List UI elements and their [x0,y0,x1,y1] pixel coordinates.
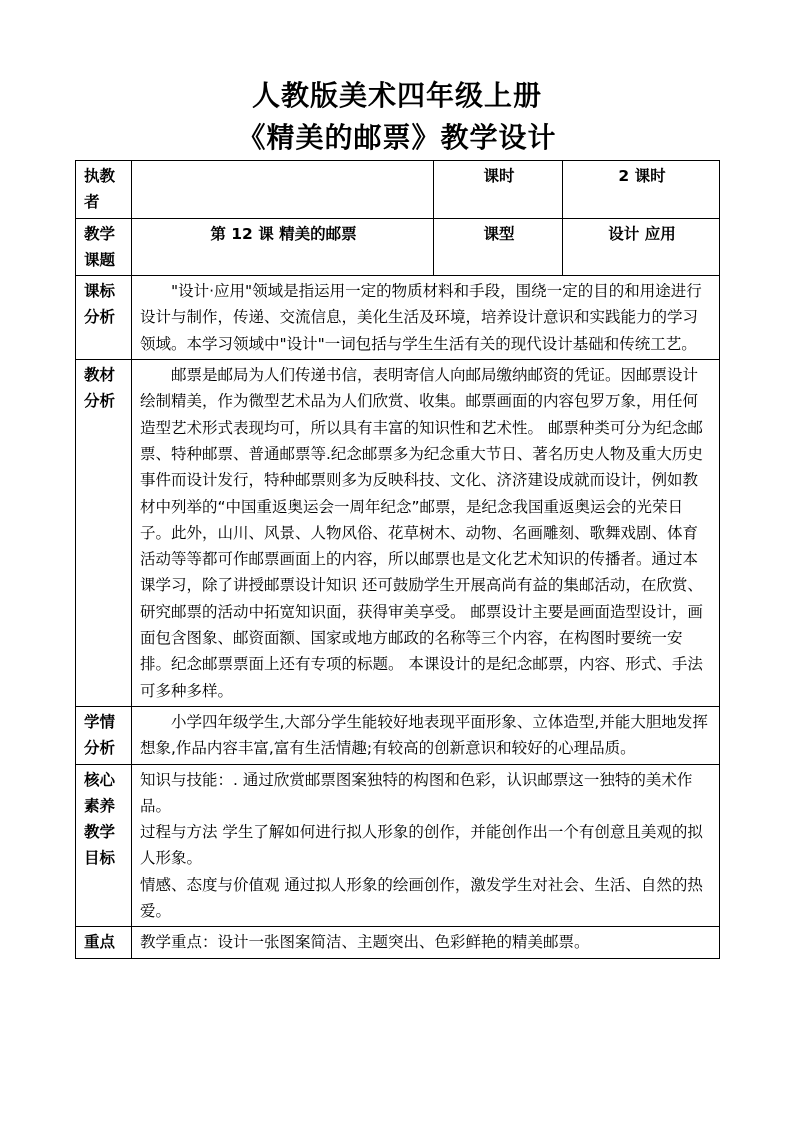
teacher-label: 执教者 [76,161,132,219]
document-subtitle: 《精美的邮票》教学设计 [237,121,557,154]
type-label: 课型 [434,218,563,276]
table-row [76,161,720,219]
students-label: 学情分析 [76,706,132,764]
students-text: 小学四年级学生,大部分学生能较好地表现平面形象、立体造型,并能大胆地发挥想象,作品内容丰富,富有生活情趣;有较高的创新意识和较好的心理品质。 [132,706,720,764]
teacher-value [132,161,434,219]
lesson-plan-table [75,160,720,959]
period-value: 2 课时 [563,161,720,219]
goal-knowledge: 知识与技能：. 通过欣赏邮票图案独特的构图和色彩，认识邮票这一独特的美术作品。 [140,770,693,815]
type-value: 设计 应用 [563,218,720,276]
keypoint-text: 教学重点：设计一张图案简洁、主题突出、色彩鲜艳的精美邮票。 [132,927,720,958]
textbook-text: 邮票是邮局为人们传递书信，表明寄信人向邮局缴纳邮资的凭证。因邮票设计绘制精美，作为微型艺术品为人们欣赏、收集。邮票画面的内容包罗万象，用任何造型艺术形式表现均可，所以具有丰富的知识性和艺术性。 邮票种类可分为纪念邮票、特种邮票、普通邮票等.纪念邮票多为纪念重大节日、著名历史人物及重大历史事件而设计发行，特种邮票则多为反映科技、文化、济济建设成就而设计，例如教材中列举的“中国重返奥运会一周年纪念”邮票，是纪念我国重返奥运会的光荣日子。此外，山川、风景、人物风俗、花草树木、动物、名画雕刻、歌舞戏剧、体育活动等等都可作邮票画面上的内容，所以邮票也是文化艺术知识的传播者。通过本课学习，除了讲授邮票设计知识 还可鼓励学生开展高尚有益的集邮活动，在欣赏、研究邮票的活动中拓宽知识面，获得审美享受。 邮票设计主要是画面造型设计，画面包含图象、邮资面额、国家或地方邮政的名称等三个内容，在构图时要统一安排。纪念邮票票面上还有专项的标题。 本课设计的是纪念邮票，内容、形式、手法可多种多样。 [132,360,720,707]
table-row [76,276,720,360]
table-row [76,764,720,927]
keypoint-label: 重点 [76,927,132,958]
table-row [76,360,720,707]
table-row [76,218,720,276]
standards-label: 课标分析 [76,276,132,360]
document-title: 人教版美术四年级上册 [251,79,542,112]
table-row [76,927,720,958]
topic-label: 教学课题 [76,218,132,276]
textbook-label: 教材分析 [76,360,132,707]
goal-process: 过程与方法 学生了解如何进行拟人形象的创作，并能创作出一个有创意且美观的拟人形象。 [140,823,703,868]
goals-cell [132,764,720,927]
goal-attitude: 情感、态度与价值观 通过拟人形象的绘画创作，激发学生对社会、生活、自然的热爱。 [140,875,703,921]
goals-label: 核心素养教学目标 [76,764,132,927]
table-row [76,706,720,764]
standards-text: "设计·应用"领域是指运用一定的物质材料和手段，围绕一定的目的和用途进行设计与制作，传递、交流信息，美化生活及环境，培养设计意识和实践能力的学习领域。本学习领域中"设计"一词包括与学生生活有关的现代设计基础和传统工艺。 [132,276,720,360]
period-label: 课时 [434,161,563,219]
topic-value: 第 12 课 精美的邮票 [132,218,434,276]
